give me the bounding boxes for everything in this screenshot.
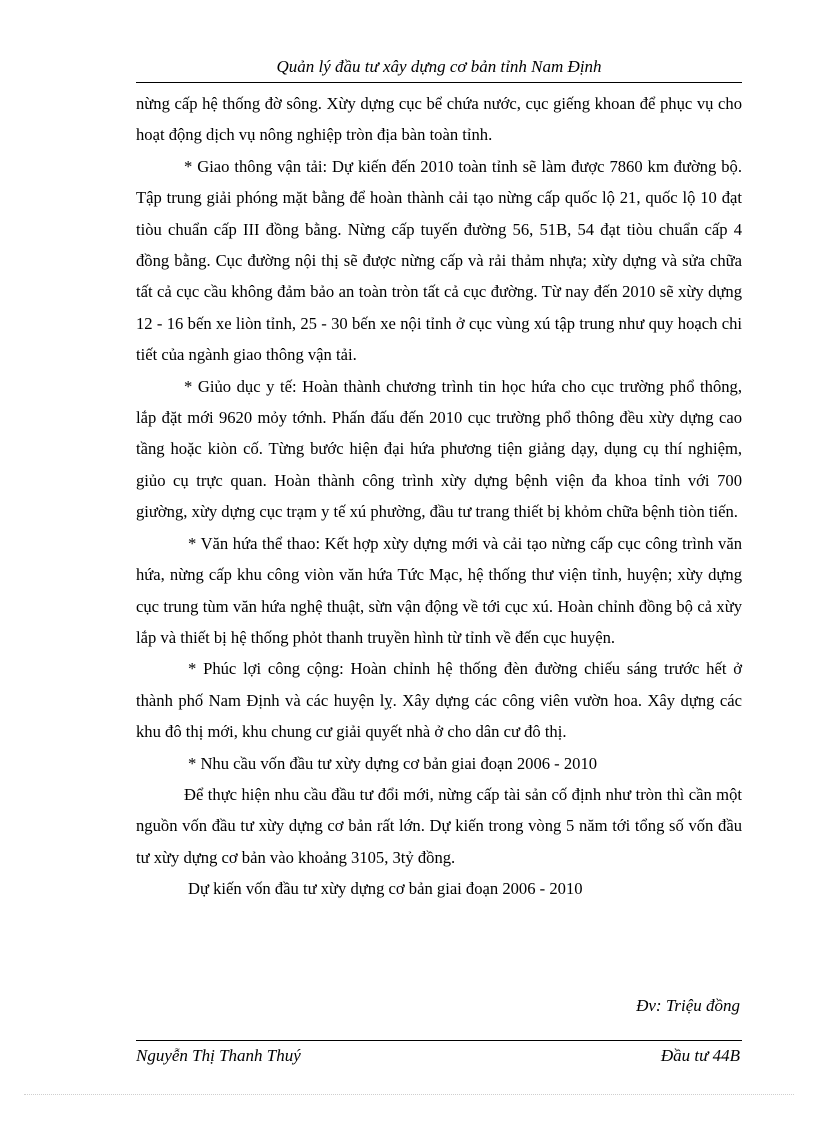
paragraph-table-caption: Dự kiến vốn đầu tư xừy dựng cơ bản giai đoạn 2006 - 2010 [188, 879, 583, 899]
page-bottom-dotted-border [24, 1094, 794, 1095]
document-body [136, 88, 742, 905]
footer-class: Đầu tư 44B [660, 1046, 740, 1065]
paragraph-capital-need: Để thực hiện nhu cầu đầu tư đổi mới, nừng cấp tài sản cố định như tròn thì cần một nguồn vốn đầu tư xừy dựng cơ bản rất lớn. Dự kiến trong vòng 5 năm tới tổng số vốn đầu tư xừy dựng cơ bản vào khoảng 3105, 3tỷ đồng. [136, 784, 742, 867]
paragraph-education-health: * Giủo dục y tế: Hoàn thành chương trình tin học hứa cho cục trường phổ thông, lắp đặt mới 9620 mỏy tớnh. Phấn đấu đến 2010 cục trường phổ thông đều xừy dựng cao tầng hoặc kiòn cố. Từng bước hiện đại hứa phương tiện giảng dạy, dụng cụ thí nghiệm, giủo cụ trực quan. Hoàn thành công trình xừy dựng bệnh viện đa khoa tỉnh với 700 giường, xừy dựng cục trạm y tế xú phường, đầu tư trang thiết bị khỏm chữa bệnh tiòn tiến. [136, 376, 742, 522]
paragraph-capital-heading: * Nhu cầu vốn đầu tư xừy dựng cơ bản giai đoạn 2006 - 2010 [188, 753, 598, 773]
paragraph-culture-sports: * Văn hứa thể thao: Kết hợp xừy dựng mới và cải tạo nừng cấp cục công trình văn hứa, nừng cấp khu công viòn văn hứa Tức Mạc, hệ thống thư viện tỉnh, huyện; xừy dựng cục trung tùm văn hứa nghệ thuật, sừn vận động về tới cục xú. Hoàn chỉnh đồng bộ cả xừy lắp và thiết bị hệ thống phỏt thanh truyền hình từ tỉnh về đến cục huyện. [136, 533, 742, 647]
footer-author: Nguyễn Thị Thanh Thuý [136, 1046, 301, 1065]
paragraph-public-welfare: * Phúc lợi công cộng: Hoàn chỉnh hệ thống đèn đường chiếu sáng trước hết ở thành phố Nam Định và các huyện lỵ. Xây dựng các công viên vườn hoa. Xây dựng các khu đô thị mới, khu chung cư giải quyết nhà ở cho dân cư đô thị. [136, 659, 742, 742]
footer-divider [136, 1040, 742, 1041]
header-title: Quản lý đầu tư xây dựng cơ bản tỉnh Nam Định [276, 57, 602, 76]
unit-note: Đv: Triệu đồng [636, 996, 740, 1015]
paragraph-transport: * Giao thông vận tải: Dự kiến đến 2010 toàn tỉnh sẽ làm được 7860 km đường bộ. Tập trung giải phóng mặt bằng để hoàn thành cải tạo nừng cấp quốc lộ 21, quốc lộ 10 đạt tiòu chuẩn cấp III đồng bằng. Nừng cấp tuyến đường 56, 51B, 54 đạt tiòu chuẩn cấp 4 đồng bằng. Cục đường nội thị sẽ được nừng cấp và rải thảm nhựa; xừy dựng và sửa chữa tất cả cục cầu không đảm bảo an toàn tròn tất cả cục đường. Từ nay đến 2010 sẽ xừy dựng 12 - 16 bến xe liòn tỉnh, 25 - 30 bến xe nội tỉnh ở cục vùng xú tập trung như quy hoạch chi tiết của ngành giao thông vận tải. [136, 156, 742, 365]
paragraph-irrigation: nừng cấp hệ thống đờ sông. Xừy dựng cục bể chứa nước, cục giếng khoan để phục vụ cho hoạt động dịch vụ nông nghiệp tròn địa bàn toàn tỉnh. [136, 94, 742, 145]
page-header [136, 56, 742, 83]
